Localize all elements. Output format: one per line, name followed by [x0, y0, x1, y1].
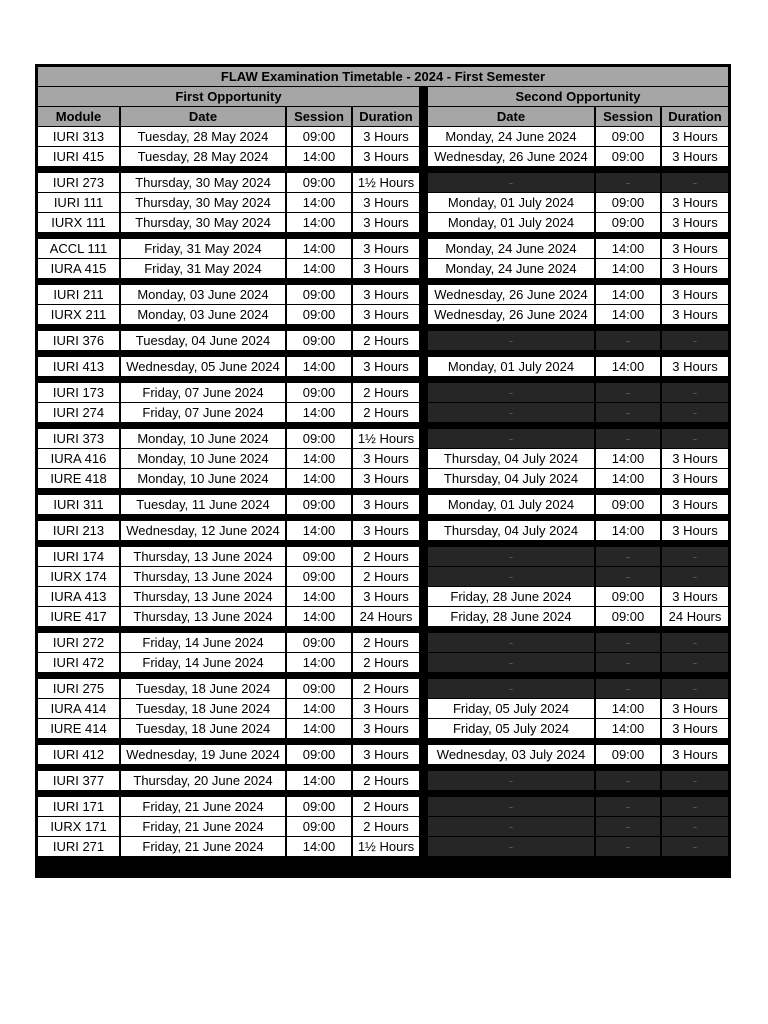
cell-session: 14:00: [287, 607, 351, 626]
cell-duration2: 3 Hours: [662, 357, 728, 376]
cell-duration: 1½ Hours: [353, 837, 419, 856]
cell-module: IURI 311: [38, 495, 119, 514]
cell-duration: 2 Hours: [353, 653, 419, 672]
cell-duration: 2 Hours: [353, 797, 419, 816]
cell-date: Tuesday, 18 June 2024: [121, 679, 285, 698]
cell-date: Friday, 21 June 2024: [121, 817, 285, 836]
cell-duration2: -: [662, 331, 728, 350]
cell-duration: 3 Hours: [353, 259, 419, 278]
cell-date: Thursday, 13 June 2024: [121, 547, 285, 566]
cell-duration2: 3 Hours: [662, 521, 728, 540]
cell-session: 09:00: [287, 429, 351, 448]
cell-date: Monday, 10 June 2024: [121, 429, 285, 448]
cell-duration: 3 Hours: [353, 521, 419, 540]
cell-session2: 09:00: [596, 745, 660, 764]
cell-session: 09:00: [287, 173, 351, 192]
cell-session2: -: [596, 837, 660, 856]
cell-duration: 3 Hours: [353, 495, 419, 514]
cell-session2: 09:00: [596, 213, 660, 232]
cell-date2: Friday, 05 July 2024: [428, 719, 594, 738]
cell-module: IURI 275: [38, 679, 119, 698]
cell-duration2: 3 Hours: [662, 127, 728, 146]
cell-session: 14:00: [287, 449, 351, 468]
cell-module: IURA 416: [38, 449, 119, 468]
cell-duration2: -: [662, 383, 728, 402]
cell-duration: 3 Hours: [353, 699, 419, 718]
cell-duration2: -: [662, 653, 728, 672]
cell-date2: Monday, 01 July 2024: [428, 495, 594, 514]
cell-module: IURI 313: [38, 127, 119, 146]
cell-session2: 09:00: [596, 147, 660, 166]
cell-duration: 2 Hours: [353, 679, 419, 698]
cell-session2: 09:00: [596, 607, 660, 626]
cell-duration: 2 Hours: [353, 331, 419, 350]
cell-session: 09:00: [287, 817, 351, 836]
exam-timetable: [35, 64, 731, 878]
cell-date2: -: [428, 403, 594, 422]
cell-date: Monday, 10 June 2024: [121, 469, 285, 488]
cell-duration: 2 Hours: [353, 771, 419, 790]
cell-date2: -: [428, 633, 594, 652]
first-opportunity-header: First Opportunity: [38, 87, 419, 106]
cell-session2: 14:00: [596, 357, 660, 376]
cell-date2: Monday, 01 July 2024: [428, 193, 594, 212]
cell-duration: 3 Hours: [353, 587, 419, 606]
cell-date2: Wednesday, 26 June 2024: [428, 147, 594, 166]
cell-duration2: -: [662, 771, 728, 790]
cell-date: Tuesday, 18 June 2024: [121, 699, 285, 718]
cell-duration2: -: [662, 567, 728, 586]
cell-duration2: -: [662, 633, 728, 652]
cell-module: IURI 415: [38, 147, 119, 166]
cell-date: Thursday, 30 May 2024: [121, 193, 285, 212]
cell-session: 09:00: [287, 331, 351, 350]
column-header-module: Module: [38, 107, 119, 126]
cell-duration2: 3 Hours: [662, 259, 728, 278]
cell-session: 09:00: [287, 495, 351, 514]
cell-session2: 14:00: [596, 285, 660, 304]
cell-duration2: 3 Hours: [662, 469, 728, 488]
cell-duration: 3 Hours: [353, 285, 419, 304]
cell-session2: 14:00: [596, 719, 660, 738]
cell-session: 09:00: [287, 383, 351, 402]
cell-date: Thursday, 13 June 2024: [121, 607, 285, 626]
cell-date2: Monday, 24 June 2024: [428, 127, 594, 146]
cell-date2: -: [428, 429, 594, 448]
cell-session: 09:00: [287, 679, 351, 698]
cell-session2: -: [596, 331, 660, 350]
cell-session: 14:00: [287, 771, 351, 790]
cell-duration2: 3 Hours: [662, 239, 728, 258]
cell-module: IURI 373: [38, 429, 119, 448]
cell-date: Monday, 10 June 2024: [121, 449, 285, 468]
cell-duration2: -: [662, 797, 728, 816]
cell-session2: 14:00: [596, 469, 660, 488]
cell-session: 14:00: [287, 193, 351, 212]
cell-date: Wednesday, 05 June 2024: [121, 357, 285, 376]
cell-module: IURE 418: [38, 469, 119, 488]
cell-session: 09:00: [287, 745, 351, 764]
cell-session2: -: [596, 383, 660, 402]
cell-date: Thursday, 13 June 2024: [121, 587, 285, 606]
cell-duration: 3 Hours: [353, 239, 419, 258]
cell-date: Friday, 31 May 2024: [121, 259, 285, 278]
cell-module: IURI 173: [38, 383, 119, 402]
cell-duration2: -: [662, 837, 728, 856]
cell-duration: 2 Hours: [353, 383, 419, 402]
cell-date: Friday, 07 June 2024: [121, 403, 285, 422]
cell-session2: 09:00: [596, 127, 660, 146]
cell-session2: -: [596, 547, 660, 566]
cell-duration: 3 Hours: [353, 193, 419, 212]
cell-module: IURI 412: [38, 745, 119, 764]
cell-date2: -: [428, 547, 594, 566]
cell-module: IURI 111: [38, 193, 119, 212]
cell-duration: 3 Hours: [353, 745, 419, 764]
column-header-date: Date: [121, 107, 285, 126]
cell-module: IURX 171: [38, 817, 119, 836]
cell-duration2: 3 Hours: [662, 745, 728, 764]
cell-date2: Monday, 01 July 2024: [428, 213, 594, 232]
cell-date: Friday, 14 June 2024: [121, 633, 285, 652]
cell-duration2: -: [662, 403, 728, 422]
cell-date2: -: [428, 679, 594, 698]
cell-session: 14:00: [287, 403, 351, 422]
cell-session2: -: [596, 653, 660, 672]
cell-duration: 2 Hours: [353, 817, 419, 836]
cell-date2: Wednesday, 03 July 2024: [428, 745, 594, 764]
cell-session: 14:00: [287, 653, 351, 672]
cell-duration2: 3 Hours: [662, 305, 728, 324]
cell-duration2: 3 Hours: [662, 699, 728, 718]
cell-session: 14:00: [287, 357, 351, 376]
cell-duration: 3 Hours: [353, 305, 419, 324]
cell-module: IURI 272: [38, 633, 119, 652]
cell-module: IURI 271: [38, 837, 119, 856]
cell-date: Thursday, 30 May 2024: [121, 213, 285, 232]
cell-date2: Friday, 05 July 2024: [428, 699, 594, 718]
cell-session2: 14:00: [596, 259, 660, 278]
cell-session: 09:00: [287, 633, 351, 652]
cell-module: IURX 174: [38, 567, 119, 586]
cell-date2: Friday, 28 June 2024: [428, 607, 594, 626]
cell-date2: Wednesday, 26 June 2024: [428, 305, 594, 324]
cell-duration: 2 Hours: [353, 403, 419, 422]
cell-module: IURI 213: [38, 521, 119, 540]
cell-session2: -: [596, 429, 660, 448]
cell-module: IURA 413: [38, 587, 119, 606]
cell-date2: -: [428, 797, 594, 816]
cell-date: Friday, 07 June 2024: [121, 383, 285, 402]
cell-module: IURI 376: [38, 331, 119, 350]
cell-duration2: -: [662, 817, 728, 836]
cell-date: Tuesday, 18 June 2024: [121, 719, 285, 738]
cell-date: Tuesday, 28 May 2024: [121, 147, 285, 166]
cell-session: 14:00: [287, 587, 351, 606]
cell-duration: 2 Hours: [353, 633, 419, 652]
cell-duration2: 3 Hours: [662, 495, 728, 514]
cell-date2: -: [428, 173, 594, 192]
cell-session2: -: [596, 633, 660, 652]
cell-date2: Thursday, 04 July 2024: [428, 469, 594, 488]
column-header-duration: Duration: [353, 107, 419, 126]
cell-session2: 14:00: [596, 239, 660, 258]
cell-date: Friday, 31 May 2024: [121, 239, 285, 258]
cell-date: Monday, 03 June 2024: [121, 305, 285, 324]
cell-date: Wednesday, 19 June 2024: [121, 745, 285, 764]
cell-date2: -: [428, 567, 594, 586]
cell-session2: 14:00: [596, 699, 660, 718]
cell-module: IURE 417: [38, 607, 119, 626]
timetable-title: FLAW Examination Timetable - 2024 - First Semester: [38, 67, 728, 86]
cell-session: 14:00: [287, 521, 351, 540]
cell-duration: 3 Hours: [353, 469, 419, 488]
cell-date: Wednesday, 12 June 2024: [121, 521, 285, 540]
cell-duration: 3 Hours: [353, 719, 419, 738]
cell-session2: -: [596, 173, 660, 192]
cell-session: 09:00: [287, 305, 351, 324]
cell-duration: 1½ Hours: [353, 173, 419, 192]
cell-duration2: 3 Hours: [662, 719, 728, 738]
cell-session: 09:00: [287, 127, 351, 146]
cell-duration: 3 Hours: [353, 213, 419, 232]
second-opportunity-header: Second Opportunity: [428, 87, 728, 106]
cell-session2: 14:00: [596, 449, 660, 468]
cell-session: 09:00: [287, 547, 351, 566]
cell-session2: 09:00: [596, 495, 660, 514]
cell-date2: Wednesday, 26 June 2024: [428, 285, 594, 304]
cell-date: Friday, 21 June 2024: [121, 797, 285, 816]
cell-session2: 09:00: [596, 587, 660, 606]
cell-date: Thursday, 20 June 2024: [121, 771, 285, 790]
cell-module: IURI 377: [38, 771, 119, 790]
cell-session: 14:00: [287, 259, 351, 278]
cell-duration2: 3 Hours: [662, 193, 728, 212]
cell-duration: 3 Hours: [353, 449, 419, 468]
cell-duration: 3 Hours: [353, 127, 419, 146]
cell-duration: 2 Hours: [353, 547, 419, 566]
cell-date2: -: [428, 331, 594, 350]
cell-date: Tuesday, 11 June 2024: [121, 495, 285, 514]
cell-session2: -: [596, 403, 660, 422]
cell-session2: 09:00: [596, 193, 660, 212]
cell-duration2: 3 Hours: [662, 147, 728, 166]
cell-module: ACCL 111: [38, 239, 119, 258]
cell-duration2: 3 Hours: [662, 449, 728, 468]
cell-date2: -: [428, 771, 594, 790]
cell-session2: 14:00: [596, 521, 660, 540]
cell-session: 14:00: [287, 699, 351, 718]
cell-date: Monday, 03 June 2024: [121, 285, 285, 304]
cell-session: 14:00: [287, 837, 351, 856]
cell-session: 09:00: [287, 797, 351, 816]
cell-duration2: 3 Hours: [662, 213, 728, 232]
cell-duration2: -: [662, 173, 728, 192]
cell-duration2: 3 Hours: [662, 285, 728, 304]
cell-module: IURI 273: [38, 173, 119, 192]
cell-date2: -: [428, 383, 594, 402]
cell-date: Thursday, 30 May 2024: [121, 173, 285, 192]
cell-module: IURI 472: [38, 653, 119, 672]
cell-date: Thursday, 13 June 2024: [121, 567, 285, 586]
cell-date2: Monday, 01 July 2024: [428, 357, 594, 376]
cell-duration: 3 Hours: [353, 147, 419, 166]
cell-duration: 24 Hours: [353, 607, 419, 626]
cell-date2: Friday, 28 June 2024: [428, 587, 594, 606]
cell-session2: -: [596, 771, 660, 790]
cell-module: IURX 111: [38, 213, 119, 232]
cell-duration2: 3 Hours: [662, 587, 728, 606]
column-header-session2: Session: [596, 107, 660, 126]
cell-duration: 3 Hours: [353, 357, 419, 376]
cell-date2: Monday, 24 June 2024: [428, 259, 594, 278]
cell-date: Friday, 21 June 2024: [121, 837, 285, 856]
cell-session2: -: [596, 567, 660, 586]
cell-module: IURI 413: [38, 357, 119, 376]
cell-date: Friday, 14 June 2024: [121, 653, 285, 672]
cell-date2: Thursday, 04 July 2024: [428, 449, 594, 468]
cell-duration2: 24 Hours: [662, 607, 728, 626]
cell-session: 09:00: [287, 285, 351, 304]
cell-module: IURX 211: [38, 305, 119, 324]
cell-duration2: -: [662, 547, 728, 566]
cell-session2: -: [596, 679, 660, 698]
cell-session: 14:00: [287, 239, 351, 258]
cell-module: IURI 171: [38, 797, 119, 816]
cell-module: IURA 414: [38, 699, 119, 718]
column-header-date2: Date: [428, 107, 594, 126]
cell-module: IURE 414: [38, 719, 119, 738]
cell-date: Tuesday, 04 June 2024: [121, 331, 285, 350]
cell-module: IURI 174: [38, 547, 119, 566]
cell-date2: -: [428, 817, 594, 836]
column-header-duration2: Duration: [662, 107, 728, 126]
cell-session2: 14:00: [596, 305, 660, 324]
column-header-session: Session: [287, 107, 351, 126]
cell-session: 14:00: [287, 213, 351, 232]
cell-session: 14:00: [287, 147, 351, 166]
cell-session: 14:00: [287, 719, 351, 738]
cell-module: IURA 415: [38, 259, 119, 278]
cell-duration: 1½ Hours: [353, 429, 419, 448]
cell-date2: -: [428, 837, 594, 856]
cell-session2: -: [596, 797, 660, 816]
cell-duration2: -: [662, 429, 728, 448]
cell-date: Tuesday, 28 May 2024: [121, 127, 285, 146]
cell-date2: Monday, 24 June 2024: [428, 239, 594, 258]
cell-duration: 2 Hours: [353, 567, 419, 586]
cell-module: IURI 211: [38, 285, 119, 304]
cell-date2: -: [428, 653, 594, 672]
cell-session: 09:00: [287, 567, 351, 586]
cell-duration2: -: [662, 679, 728, 698]
cell-session: 14:00: [287, 469, 351, 488]
cell-date2: Thursday, 04 July 2024: [428, 521, 594, 540]
cell-module: IURI 274: [38, 403, 119, 422]
cell-session2: -: [596, 817, 660, 836]
